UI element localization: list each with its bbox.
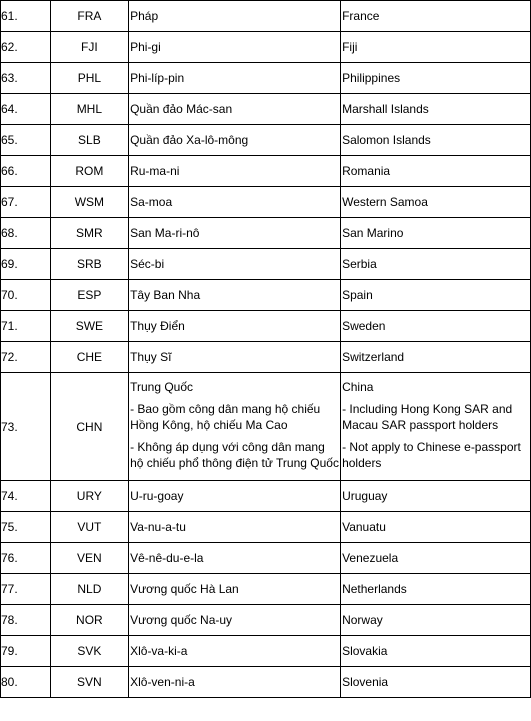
table-row xyxy=(1,280,531,311)
vietnamese-name-cell xyxy=(129,373,341,481)
country-code: SWE xyxy=(50,311,128,342)
vietnamese-note: Hồng Kông, hộ chiếu Ma Cao xyxy=(130,418,288,432)
country-code: URY xyxy=(50,481,128,512)
table-row xyxy=(1,512,531,543)
english-name: Salomon Islands xyxy=(341,125,531,156)
table-row xyxy=(1,218,531,249)
english-name: Fiji xyxy=(341,32,531,63)
country-code: VEN xyxy=(50,543,128,574)
country-code: SRB xyxy=(50,249,128,280)
table-row xyxy=(1,574,531,605)
country-code: NLD xyxy=(50,574,128,605)
row-number: 65. xyxy=(1,125,51,156)
table-row xyxy=(1,156,531,187)
english-name: Switzerland xyxy=(341,342,531,373)
english-name: France xyxy=(341,1,531,32)
table-row xyxy=(1,63,531,94)
row-number: 70. xyxy=(1,280,51,311)
vietnamese-name: Xlô-va-ki-a xyxy=(129,636,341,667)
english-note: - Including Hong Kong SAR and xyxy=(342,402,513,416)
country-code: FRA xyxy=(50,1,128,32)
english-name: Philippines xyxy=(341,63,531,94)
country-code: FJI xyxy=(50,32,128,63)
vietnamese-note: hộ chiếu phổ thông điện tử Trung Quốc xyxy=(130,456,339,470)
english-name: Venezuela xyxy=(341,543,531,574)
vietnamese-name: Vương quốc Na-uy xyxy=(129,605,341,636)
vietnamese-name: Pháp xyxy=(129,1,341,32)
english-note: - Not apply to Chinese e-passport xyxy=(342,440,521,454)
table-row xyxy=(1,605,531,636)
vietnamese-name: Sa-moa xyxy=(129,187,341,218)
english-name: Vanuatu xyxy=(341,512,531,543)
row-number: 69. xyxy=(1,249,51,280)
vietnamese-name: Quần đảo Xa-lô-mông xyxy=(129,125,341,156)
country-code: MHL xyxy=(50,94,128,125)
country-code: PHL xyxy=(50,63,128,94)
vietnamese-name: Xlô-ven-ni-a xyxy=(129,667,341,698)
row-number: 62. xyxy=(1,32,51,63)
english-name: Romania xyxy=(341,156,531,187)
table-row xyxy=(1,667,531,698)
country-code: ROM xyxy=(50,156,128,187)
row-number: 66. xyxy=(1,156,51,187)
table-row xyxy=(1,636,531,667)
english-name: Spain xyxy=(341,280,531,311)
row-number: 77. xyxy=(1,574,51,605)
english-name: Marshall Islands xyxy=(341,94,531,125)
english-note: Macau SAR passport holders xyxy=(342,418,499,432)
english-name: Slovenia xyxy=(341,667,531,698)
country-code: WSM xyxy=(50,187,128,218)
country-code: NOR xyxy=(50,605,128,636)
vietnamese-name: U-ru-goay xyxy=(129,481,341,512)
table-row xyxy=(1,94,531,125)
english-name: China xyxy=(342,380,374,394)
english-name: Norway xyxy=(341,605,531,636)
english-name: Serbia xyxy=(341,249,531,280)
vietnamese-name: Thụy Sĩ xyxy=(129,342,341,373)
table-row xyxy=(1,249,531,280)
row-number: 63. xyxy=(1,63,51,94)
country-code: SVN xyxy=(50,667,128,698)
english-name-cell xyxy=(341,373,531,481)
english-name: Western Samoa xyxy=(341,187,531,218)
row-number: 61. xyxy=(1,1,51,32)
country-code: CHN xyxy=(50,373,128,481)
english-name: Uruguay xyxy=(341,481,531,512)
country-code: SMR xyxy=(50,218,128,249)
vietnamese-name: Ru-ma-ni xyxy=(129,156,341,187)
row-number: 79. xyxy=(1,636,51,667)
table-row xyxy=(1,125,531,156)
table-row xyxy=(1,342,531,373)
vietnamese-name: Thụy Điển xyxy=(129,311,341,342)
table-row xyxy=(1,543,531,574)
vietnamese-note: - Bao gồm công dân mang hộ chiếu xyxy=(130,402,321,416)
row-number: 80. xyxy=(1,667,51,698)
english-name: Netherlands xyxy=(341,574,531,605)
table-row xyxy=(1,373,531,481)
vietnamese-name: Séc-bi xyxy=(129,249,341,280)
vietnamese-name: Trung Quốc xyxy=(130,380,194,394)
table-row xyxy=(1,481,531,512)
table-row xyxy=(1,311,531,342)
country-code: CHE xyxy=(50,342,128,373)
row-number: 76. xyxy=(1,543,51,574)
row-number: 68. xyxy=(1,218,51,249)
row-number: 72. xyxy=(1,342,51,373)
row-number: 67. xyxy=(1,187,51,218)
row-number: 71. xyxy=(1,311,51,342)
vietnamese-note: - Không áp dụng với công dân mang xyxy=(130,440,325,454)
vietnamese-name: Phi-gi xyxy=(129,32,341,63)
vietnamese-name: San Ma-ri-nô xyxy=(129,218,341,249)
english-name: Sweden xyxy=(341,311,531,342)
table-row xyxy=(1,32,531,63)
vietnamese-name: Va-nu-a-tu xyxy=(129,512,341,543)
country-code: ESP xyxy=(50,280,128,311)
vietnamese-name: Phi-líp-pin xyxy=(129,63,341,94)
country-code: SVK xyxy=(50,636,128,667)
english-name: Slovakia xyxy=(341,636,531,667)
country-code: VUT xyxy=(50,512,128,543)
vietnamese-name: Vê-nê-du-e-la xyxy=(129,543,341,574)
vietnamese-name: Tây Ban Nha xyxy=(129,280,341,311)
row-number: 73. xyxy=(1,373,51,481)
row-number: 78. xyxy=(1,605,51,636)
english-note: holders xyxy=(342,456,382,470)
table-row xyxy=(1,187,531,218)
table-row xyxy=(1,1,531,32)
vietnamese-name: Vương quốc Hà Lan xyxy=(129,574,341,605)
vietnamese-name: Quần đảo Mác-san xyxy=(129,94,341,125)
row-number: 64. xyxy=(1,94,51,125)
row-number: 74. xyxy=(1,481,51,512)
english-name: San Marino xyxy=(341,218,531,249)
row-number: 75. xyxy=(1,512,51,543)
country-code: SLB xyxy=(50,125,128,156)
